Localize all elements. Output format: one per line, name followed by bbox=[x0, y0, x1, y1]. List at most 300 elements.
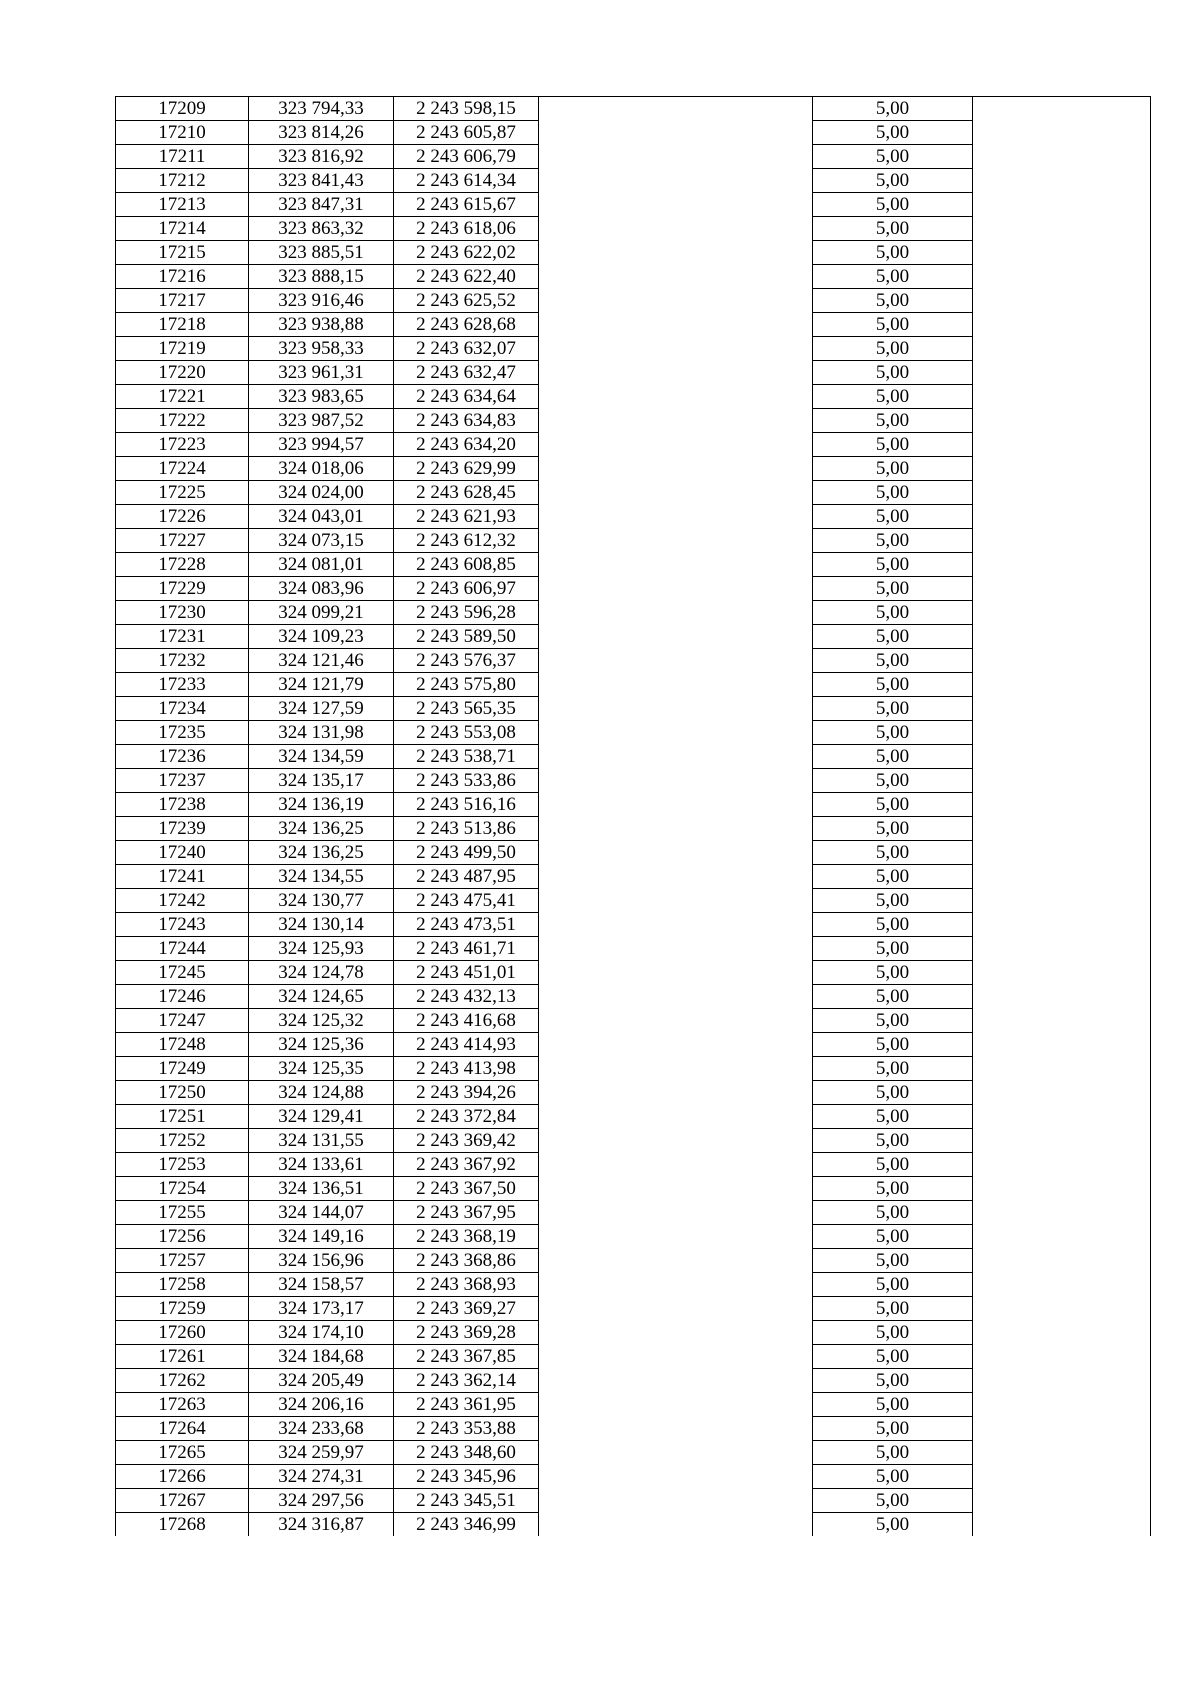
point-number-cell: 17235 bbox=[116, 721, 249, 745]
x-coordinate-cell: 324 099,21 bbox=[249, 601, 394, 625]
y-coordinate-cell: 2 243 461,71 bbox=[394, 937, 539, 961]
empty-cell bbox=[539, 697, 813, 721]
empty-cell bbox=[539, 601, 813, 625]
note-cell bbox=[973, 361, 1151, 385]
note-cell bbox=[973, 193, 1151, 217]
point-number-cell: 17228 bbox=[116, 553, 249, 577]
point-number-cell: 17221 bbox=[116, 385, 249, 409]
table-row bbox=[116, 97, 1151, 121]
table-row bbox=[116, 793, 1151, 817]
x-coordinate-cell: 324 259,97 bbox=[249, 1441, 394, 1465]
note-cell bbox=[973, 625, 1151, 649]
point-number-cell: 17262 bbox=[116, 1369, 249, 1393]
note-cell bbox=[973, 481, 1151, 505]
accuracy-cell: 5,00 bbox=[813, 1249, 973, 1273]
point-number-cell: 17213 bbox=[116, 193, 249, 217]
empty-cell bbox=[539, 1441, 813, 1465]
table-row bbox=[116, 265, 1151, 289]
coordinates-table-body bbox=[116, 97, 1151, 1537]
empty-cell bbox=[539, 721, 813, 745]
empty-cell bbox=[539, 817, 813, 841]
accuracy-cell: 5,00 bbox=[813, 697, 973, 721]
x-coordinate-cell: 324 134,55 bbox=[249, 865, 394, 889]
accuracy-cell: 5,00 bbox=[813, 1369, 973, 1393]
note-cell bbox=[973, 1273, 1151, 1297]
x-coordinate-cell: 324 127,59 bbox=[249, 697, 394, 721]
accuracy-cell: 5,00 bbox=[813, 409, 973, 433]
empty-cell bbox=[539, 289, 813, 313]
empty-cell bbox=[539, 1249, 813, 1273]
empty-cell bbox=[539, 313, 813, 337]
x-coordinate-cell: 324 316,87 bbox=[249, 1513, 394, 1537]
y-coordinate-cell: 2 243 612,32 bbox=[394, 529, 539, 553]
point-number-cell: 17239 bbox=[116, 817, 249, 841]
y-coordinate-cell: 2 243 368,19 bbox=[394, 1225, 539, 1249]
point-number-cell: 17264 bbox=[116, 1417, 249, 1441]
accuracy-cell: 5,00 bbox=[813, 529, 973, 553]
table-row bbox=[116, 1513, 1151, 1537]
empty-cell bbox=[539, 121, 813, 145]
point-number-cell: 17247 bbox=[116, 1009, 249, 1033]
point-number-cell: 17267 bbox=[116, 1489, 249, 1513]
empty-cell bbox=[539, 865, 813, 889]
empty-cell bbox=[539, 1513, 813, 1537]
table-row bbox=[116, 1033, 1151, 1057]
table-row bbox=[116, 1105, 1151, 1129]
x-coordinate-cell: 324 184,68 bbox=[249, 1345, 394, 1369]
accuracy-cell: 5,00 bbox=[813, 217, 973, 241]
accuracy-cell: 5,00 bbox=[813, 1057, 973, 1081]
table-row bbox=[116, 313, 1151, 337]
y-coordinate-cell: 2 243 575,80 bbox=[394, 673, 539, 697]
accuracy-cell: 5,00 bbox=[813, 1441, 973, 1465]
accuracy-cell: 5,00 bbox=[813, 721, 973, 745]
point-number-cell: 17220 bbox=[116, 361, 249, 385]
note-cell bbox=[973, 985, 1151, 1009]
note-cell bbox=[973, 97, 1151, 121]
x-coordinate-cell: 324 173,17 bbox=[249, 1297, 394, 1321]
x-coordinate-cell: 324 233,68 bbox=[249, 1417, 394, 1441]
table-row bbox=[116, 1417, 1151, 1441]
y-coordinate-cell: 2 243 538,71 bbox=[394, 745, 539, 769]
note-cell bbox=[973, 769, 1151, 793]
empty-cell bbox=[539, 577, 813, 601]
empty-cell bbox=[539, 1057, 813, 1081]
x-coordinate-cell: 324 125,35 bbox=[249, 1057, 394, 1081]
point-number-cell: 17246 bbox=[116, 985, 249, 1009]
x-coordinate-cell: 323 841,43 bbox=[249, 169, 394, 193]
y-coordinate-cell: 2 243 416,68 bbox=[394, 1009, 539, 1033]
accuracy-cell: 5,00 bbox=[813, 673, 973, 697]
table-row bbox=[116, 1225, 1151, 1249]
empty-cell bbox=[539, 217, 813, 241]
y-coordinate-cell: 2 243 596,28 bbox=[394, 601, 539, 625]
table-row bbox=[116, 1177, 1151, 1201]
accuracy-cell: 5,00 bbox=[813, 505, 973, 529]
x-coordinate-cell: 324 205,49 bbox=[249, 1369, 394, 1393]
accuracy-cell: 5,00 bbox=[813, 433, 973, 457]
table-row bbox=[116, 121, 1151, 145]
y-coordinate-cell: 2 243 634,83 bbox=[394, 409, 539, 433]
table-row bbox=[116, 289, 1151, 313]
y-coordinate-cell: 2 243 368,93 bbox=[394, 1273, 539, 1297]
y-coordinate-cell: 2 243 372,84 bbox=[394, 1105, 539, 1129]
point-number-cell: 17214 bbox=[116, 217, 249, 241]
y-coordinate-cell: 2 243 605,87 bbox=[394, 121, 539, 145]
accuracy-cell: 5,00 bbox=[813, 1393, 973, 1417]
y-coordinate-cell: 2 243 628,68 bbox=[394, 313, 539, 337]
y-coordinate-cell: 2 243 565,35 bbox=[394, 697, 539, 721]
accuracy-cell: 5,00 bbox=[813, 1081, 973, 1105]
x-coordinate-cell: 323 983,65 bbox=[249, 385, 394, 409]
note-cell bbox=[973, 745, 1151, 769]
x-coordinate-cell: 324 024,00 bbox=[249, 481, 394, 505]
note-cell bbox=[973, 265, 1151, 289]
point-number-cell: 17243 bbox=[116, 913, 249, 937]
accuracy-cell: 5,00 bbox=[813, 1417, 973, 1441]
note-cell bbox=[973, 1225, 1151, 1249]
empty-cell bbox=[539, 145, 813, 169]
empty-cell bbox=[539, 961, 813, 985]
y-coordinate-cell: 2 243 353,88 bbox=[394, 1417, 539, 1441]
y-coordinate-cell: 2 243 345,96 bbox=[394, 1465, 539, 1489]
accuracy-cell: 5,00 bbox=[813, 1129, 973, 1153]
table-row bbox=[116, 817, 1151, 841]
empty-cell bbox=[539, 673, 813, 697]
x-coordinate-cell: 324 109,23 bbox=[249, 625, 394, 649]
empty-cell bbox=[539, 1033, 813, 1057]
table-row bbox=[116, 529, 1151, 553]
note-cell bbox=[973, 1465, 1151, 1489]
empty-cell bbox=[539, 1273, 813, 1297]
point-number-cell: 17240 bbox=[116, 841, 249, 865]
point-number-cell: 17215 bbox=[116, 241, 249, 265]
note-cell bbox=[973, 1369, 1151, 1393]
x-coordinate-cell: 324 136,25 bbox=[249, 817, 394, 841]
note-cell bbox=[973, 817, 1151, 841]
note-cell bbox=[973, 1009, 1151, 1033]
note-cell bbox=[973, 1393, 1151, 1417]
x-coordinate-cell: 323 814,26 bbox=[249, 121, 394, 145]
note-cell bbox=[973, 1345, 1151, 1369]
y-coordinate-cell: 2 243 346,99 bbox=[394, 1513, 539, 1537]
accuracy-cell: 5,00 bbox=[813, 649, 973, 673]
coordinates-table bbox=[115, 96, 1151, 1536]
table-row bbox=[116, 937, 1151, 961]
note-cell bbox=[973, 145, 1151, 169]
empty-cell bbox=[539, 1153, 813, 1177]
table-row bbox=[116, 961, 1151, 985]
note-cell bbox=[973, 841, 1151, 865]
x-coordinate-cell: 324 130,77 bbox=[249, 889, 394, 913]
point-number-cell: 17260 bbox=[116, 1321, 249, 1345]
point-number-cell: 17244 bbox=[116, 937, 249, 961]
table-row bbox=[116, 1465, 1151, 1489]
note-cell bbox=[973, 1417, 1151, 1441]
y-coordinate-cell: 2 243 622,40 bbox=[394, 265, 539, 289]
x-coordinate-cell: 324 174,10 bbox=[249, 1321, 394, 1345]
empty-cell bbox=[539, 1009, 813, 1033]
empty-cell bbox=[539, 361, 813, 385]
accuracy-cell: 5,00 bbox=[813, 361, 973, 385]
y-coordinate-cell: 2 243 475,41 bbox=[394, 889, 539, 913]
y-coordinate-cell: 2 243 615,67 bbox=[394, 193, 539, 217]
empty-cell bbox=[539, 97, 813, 121]
note-cell bbox=[973, 673, 1151, 697]
note-cell bbox=[973, 169, 1151, 193]
note-cell bbox=[973, 961, 1151, 985]
point-number-cell: 17236 bbox=[116, 745, 249, 769]
empty-cell bbox=[539, 529, 813, 553]
accuracy-cell: 5,00 bbox=[813, 985, 973, 1009]
table-row bbox=[116, 1057, 1151, 1081]
accuracy-cell: 5,00 bbox=[813, 1273, 973, 1297]
point-number-cell: 17257 bbox=[116, 1249, 249, 1273]
x-coordinate-cell: 324 129,41 bbox=[249, 1105, 394, 1129]
x-coordinate-cell: 324 206,16 bbox=[249, 1393, 394, 1417]
x-coordinate-cell: 323 888,15 bbox=[249, 265, 394, 289]
empty-cell bbox=[539, 937, 813, 961]
point-number-cell: 17242 bbox=[116, 889, 249, 913]
table-row bbox=[116, 1273, 1151, 1297]
table-row bbox=[116, 217, 1151, 241]
accuracy-cell: 5,00 bbox=[813, 1321, 973, 1345]
x-coordinate-cell: 324 124,78 bbox=[249, 961, 394, 985]
note-cell bbox=[973, 241, 1151, 265]
accuracy-cell: 5,00 bbox=[813, 1201, 973, 1225]
y-coordinate-cell: 2 243 553,08 bbox=[394, 721, 539, 745]
note-cell bbox=[973, 1321, 1151, 1345]
empty-cell bbox=[539, 337, 813, 361]
point-number-cell: 17265 bbox=[116, 1441, 249, 1465]
note-cell bbox=[973, 217, 1151, 241]
note-cell bbox=[973, 1057, 1151, 1081]
y-coordinate-cell: 2 243 499,50 bbox=[394, 841, 539, 865]
x-coordinate-cell: 323 958,33 bbox=[249, 337, 394, 361]
note-cell bbox=[973, 937, 1151, 961]
note-cell bbox=[973, 553, 1151, 577]
x-coordinate-cell: 323 885,51 bbox=[249, 241, 394, 265]
note-cell bbox=[973, 793, 1151, 817]
point-number-cell: 17241 bbox=[116, 865, 249, 889]
note-cell bbox=[973, 697, 1151, 721]
empty-cell bbox=[539, 505, 813, 529]
table-row bbox=[116, 913, 1151, 937]
empty-cell bbox=[539, 481, 813, 505]
y-coordinate-cell: 2 243 576,37 bbox=[394, 649, 539, 673]
accuracy-cell: 5,00 bbox=[813, 1177, 973, 1201]
x-coordinate-cell: 323 794,33 bbox=[249, 97, 394, 121]
empty-cell bbox=[539, 1345, 813, 1369]
empty-cell bbox=[539, 193, 813, 217]
y-coordinate-cell: 2 243 589,50 bbox=[394, 625, 539, 649]
table-row bbox=[116, 241, 1151, 265]
note-cell bbox=[973, 1033, 1151, 1057]
empty-cell bbox=[539, 553, 813, 577]
table-row bbox=[116, 409, 1151, 433]
table-row bbox=[116, 1153, 1151, 1177]
note-cell bbox=[973, 1153, 1151, 1177]
y-coordinate-cell: 2 243 632,07 bbox=[394, 337, 539, 361]
point-number-cell: 17211 bbox=[116, 145, 249, 169]
point-number-cell: 17227 bbox=[116, 529, 249, 553]
empty-cell bbox=[539, 457, 813, 481]
empty-cell bbox=[539, 1129, 813, 1153]
accuracy-cell: 5,00 bbox=[813, 793, 973, 817]
empty-cell bbox=[539, 1081, 813, 1105]
point-number-cell: 17254 bbox=[116, 1177, 249, 1201]
table-row bbox=[116, 601, 1151, 625]
note-cell bbox=[973, 721, 1151, 745]
note-cell bbox=[973, 1105, 1151, 1129]
table-row bbox=[116, 649, 1151, 673]
accuracy-cell: 5,00 bbox=[813, 841, 973, 865]
accuracy-cell: 5,00 bbox=[813, 385, 973, 409]
table-row bbox=[116, 841, 1151, 865]
y-coordinate-cell: 2 243 394,26 bbox=[394, 1081, 539, 1105]
table-row bbox=[116, 361, 1151, 385]
point-number-cell: 17232 bbox=[116, 649, 249, 673]
empty-cell bbox=[539, 1393, 813, 1417]
x-coordinate-cell: 324 136,19 bbox=[249, 793, 394, 817]
table-row bbox=[116, 985, 1151, 1009]
x-coordinate-cell: 323 863,32 bbox=[249, 217, 394, 241]
x-coordinate-cell: 324 135,17 bbox=[249, 769, 394, 793]
note-cell bbox=[973, 1201, 1151, 1225]
accuracy-cell: 5,00 bbox=[813, 97, 973, 121]
x-coordinate-cell: 324 124,88 bbox=[249, 1081, 394, 1105]
y-coordinate-cell: 2 243 625,52 bbox=[394, 289, 539, 313]
point-number-cell: 17223 bbox=[116, 433, 249, 457]
y-coordinate-cell: 2 243 634,64 bbox=[394, 385, 539, 409]
empty-cell bbox=[539, 433, 813, 457]
y-coordinate-cell: 2 243 533,86 bbox=[394, 769, 539, 793]
point-number-cell: 17245 bbox=[116, 961, 249, 985]
y-coordinate-cell: 2 243 473,51 bbox=[394, 913, 539, 937]
x-coordinate-cell: 324 131,98 bbox=[249, 721, 394, 745]
y-coordinate-cell: 2 243 369,42 bbox=[394, 1129, 539, 1153]
note-cell bbox=[973, 529, 1151, 553]
x-coordinate-cell: 324 043,01 bbox=[249, 505, 394, 529]
table-row bbox=[116, 505, 1151, 529]
empty-cell bbox=[539, 793, 813, 817]
note-cell bbox=[973, 1441, 1151, 1465]
point-number-cell: 17255 bbox=[116, 1201, 249, 1225]
x-coordinate-cell: 323 916,46 bbox=[249, 289, 394, 313]
x-coordinate-cell: 324 274,31 bbox=[249, 1465, 394, 1489]
accuracy-cell: 5,00 bbox=[813, 145, 973, 169]
point-number-cell: 17268 bbox=[116, 1513, 249, 1537]
note-cell bbox=[973, 1081, 1151, 1105]
y-coordinate-cell: 2 243 516,16 bbox=[394, 793, 539, 817]
table-row bbox=[116, 1297, 1151, 1321]
table-row bbox=[116, 865, 1151, 889]
table-row bbox=[116, 1201, 1151, 1225]
point-number-cell: 17237 bbox=[116, 769, 249, 793]
x-coordinate-cell: 324 073,15 bbox=[249, 529, 394, 553]
y-coordinate-cell: 2 243 367,85 bbox=[394, 1345, 539, 1369]
empty-cell bbox=[539, 1417, 813, 1441]
table-row bbox=[116, 385, 1151, 409]
x-coordinate-cell: 324 121,79 bbox=[249, 673, 394, 697]
point-number-cell: 17238 bbox=[116, 793, 249, 817]
accuracy-cell: 5,00 bbox=[813, 889, 973, 913]
accuracy-cell: 5,00 bbox=[813, 241, 973, 265]
table-row bbox=[116, 169, 1151, 193]
accuracy-cell: 5,00 bbox=[813, 601, 973, 625]
note-cell bbox=[973, 1177, 1151, 1201]
x-coordinate-cell: 324 130,14 bbox=[249, 913, 394, 937]
y-coordinate-cell: 2 243 598,15 bbox=[394, 97, 539, 121]
accuracy-cell: 5,00 bbox=[813, 169, 973, 193]
note-cell bbox=[973, 433, 1151, 457]
empty-cell bbox=[539, 1225, 813, 1249]
table-row bbox=[116, 1369, 1151, 1393]
table-row bbox=[116, 1249, 1151, 1273]
x-coordinate-cell: 324 121,46 bbox=[249, 649, 394, 673]
point-number-cell: 17226 bbox=[116, 505, 249, 529]
y-coordinate-cell: 2 243 369,28 bbox=[394, 1321, 539, 1345]
x-coordinate-cell: 323 987,52 bbox=[249, 409, 394, 433]
x-coordinate-cell: 324 136,51 bbox=[249, 1177, 394, 1201]
accuracy-cell: 5,00 bbox=[813, 745, 973, 769]
point-number-cell: 17252 bbox=[116, 1129, 249, 1153]
point-number-cell: 17258 bbox=[116, 1273, 249, 1297]
point-number-cell: 17212 bbox=[116, 169, 249, 193]
empty-cell bbox=[539, 265, 813, 289]
y-coordinate-cell: 2 243 369,27 bbox=[394, 1297, 539, 1321]
accuracy-cell: 5,00 bbox=[813, 817, 973, 841]
accuracy-cell: 5,00 bbox=[813, 457, 973, 481]
x-coordinate-cell: 323 961,31 bbox=[249, 361, 394, 385]
point-number-cell: 17219 bbox=[116, 337, 249, 361]
empty-cell bbox=[539, 1201, 813, 1225]
x-coordinate-cell: 324 297,56 bbox=[249, 1489, 394, 1513]
y-coordinate-cell: 2 243 606,79 bbox=[394, 145, 539, 169]
empty-cell bbox=[539, 1105, 813, 1129]
x-coordinate-cell: 323 938,88 bbox=[249, 313, 394, 337]
y-coordinate-cell: 2 243 614,34 bbox=[394, 169, 539, 193]
y-coordinate-cell: 2 243 621,93 bbox=[394, 505, 539, 529]
table-row bbox=[116, 577, 1151, 601]
y-coordinate-cell: 2 243 608,85 bbox=[394, 553, 539, 577]
point-number-cell: 17222 bbox=[116, 409, 249, 433]
empty-cell bbox=[539, 1489, 813, 1513]
point-number-cell: 17231 bbox=[116, 625, 249, 649]
y-coordinate-cell: 2 243 413,98 bbox=[394, 1057, 539, 1081]
table-row bbox=[116, 1441, 1151, 1465]
y-coordinate-cell: 2 243 487,95 bbox=[394, 865, 539, 889]
accuracy-cell: 5,00 bbox=[813, 1489, 973, 1513]
note-cell bbox=[973, 1489, 1151, 1513]
point-number-cell: 17263 bbox=[116, 1393, 249, 1417]
x-coordinate-cell: 324 144,07 bbox=[249, 1201, 394, 1225]
accuracy-cell: 5,00 bbox=[813, 1513, 973, 1537]
point-number-cell: 17248 bbox=[116, 1033, 249, 1057]
x-coordinate-cell: 324 081,01 bbox=[249, 553, 394, 577]
x-coordinate-cell: 324 133,61 bbox=[249, 1153, 394, 1177]
empty-cell bbox=[539, 1297, 813, 1321]
note-cell bbox=[973, 409, 1151, 433]
note-cell bbox=[973, 889, 1151, 913]
y-coordinate-cell: 2 243 606,97 bbox=[394, 577, 539, 601]
point-number-cell: 17266 bbox=[116, 1465, 249, 1489]
y-coordinate-cell: 2 243 629,99 bbox=[394, 457, 539, 481]
accuracy-cell: 5,00 bbox=[813, 577, 973, 601]
x-coordinate-cell: 324 125,36 bbox=[249, 1033, 394, 1057]
table-row bbox=[116, 745, 1151, 769]
empty-cell bbox=[539, 385, 813, 409]
